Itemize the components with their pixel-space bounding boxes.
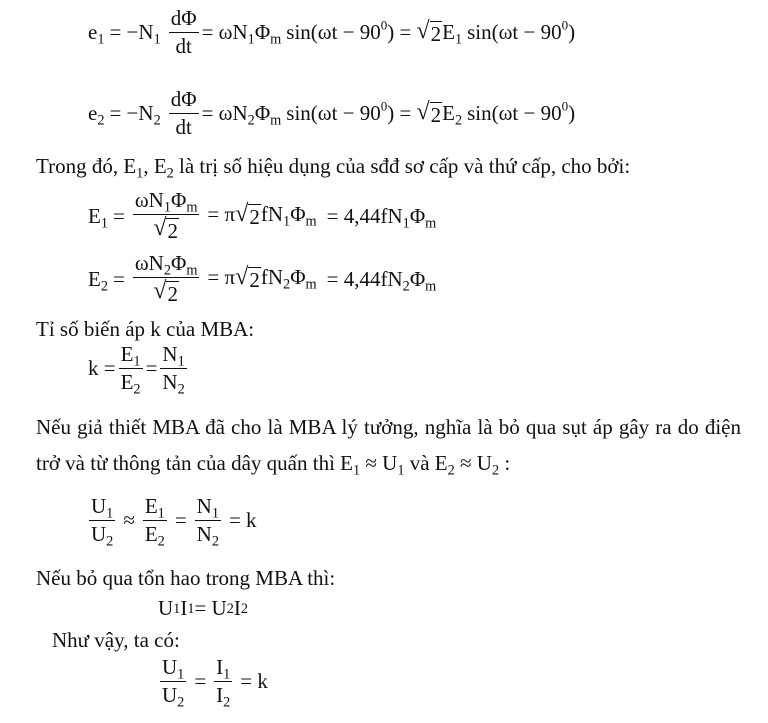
no-loss-text: Nếu bỏ qua tổn hao trong MBA thì: [36, 566, 336, 590]
equation-E1: $E_1$ = $\omega N_1\Phi_m$ √ 2 = π √ 2 $fN_1\Phi_m$ = $4,44fN_1\Phi_m$ [88, 188, 437, 243]
equation-final [157, 655, 273, 711]
final-fraction-I: $\frac{I_1}{I_2}$ [216, 655, 231, 711]
final-eq2: = k [240, 669, 268, 693]
final-fraction-U: $\frac{U_1}{U_2}$ [162, 655, 185, 711]
e1-derivative-fraction: $\frac{d\Phi}{dt}$ [170, 6, 197, 58]
thus-text: Như vậy, ta có: [52, 628, 180, 652]
ratio-approx: ≈ [123, 508, 135, 532]
e1-lhs: $e_1$ [88, 20, 105, 48]
equation-e1 [88, 6, 580, 59]
k-lhs: k = [88, 356, 116, 380]
e2-derivative-fraction: $\frac{d\Phi}{dt}$ [170, 87, 197, 139]
ratio-fraction-E: $\frac{E_1}{E_2}$ [144, 494, 165, 550]
E2-eq2: = π √ 2 $fN_2\Phi_m$ [207, 263, 317, 293]
equation-power: U 1 I 1 = U 2 I 2 [158, 596, 248, 620]
E2-eq3: = $4,44fN_2\Phi_m$ [326, 266, 437, 294]
e1-eq1: = $-N_1$ [109, 20, 161, 48]
ratio-eq1: = [174, 508, 187, 532]
E2-fraction: $\omega N_2\Phi_m$ √ 2 [134, 251, 198, 306]
e1-sin: $\sin(\omega t - 90^0)$ = [286, 17, 412, 44]
e2-eq1: = $-N_2$ [109, 101, 161, 129]
e2-rhs: $E_2$ [442, 101, 463, 129]
e2-sin: $\sin(\omega t - 90^0)$ = [286, 98, 412, 125]
ideal-transformer-paragraph: Nếu giả thiết MBA đã cho là MBA lý tưởng, nghĩa là bỏ qua sụt áp gây ra do điện trở và từ thông tản của dây quấn thì $E_1 \approx U_1$ và $E_2 \approx U_2$ : [36, 415, 741, 479]
e1-sin2: $\sin(\omega t - 90^0)$ [467, 17, 576, 44]
final-eq1: = [194, 669, 207, 693]
k-fraction-E: $\frac{E_1}{E_2}$ [120, 342, 141, 398]
equation-E2: $E_2$ = $\omega N_2\Phi_m$ √ 2 = π √ 2 $fN_2\Phi_m$ = $4,44fN_2\Phi_m$ [88, 251, 437, 306]
E1-fraction: $\omega N_1\Phi_m$ √ 2 [134, 188, 198, 243]
E2-lhs: $E_2$ [88, 266, 108, 294]
e2-sin2: $\sin(\omega t - 90^0)$ [467, 98, 576, 125]
ratio-fraction-N: $\frac{N_1}{N_2}$ [196, 494, 219, 550]
E1-lhs: $E_1$ [88, 203, 108, 231]
ratio-fraction-U: $\frac{U_1}{U_2}$ [91, 494, 114, 550]
k-ratio-title: Tỉ số biến áp k của MBA: [36, 317, 255, 341]
e1-mid: = $\omega N_1\Phi_m$ [201, 20, 282, 48]
equation-k [88, 342, 190, 398]
k-eq: = [145, 356, 158, 380]
ratio-eq2: = k [228, 508, 257, 532]
rms-intro-text: Trong đó, $E_1$, $E_2$ là trị số hiệu dụng của sđđ sơ cấp và thứ cấp, cho bởi: [36, 154, 631, 182]
equation-ratio [86, 494, 262, 550]
e2-sqrt: √ 2 [416, 97, 442, 127]
e2-lhs: $e_2$ [88, 101, 105, 129]
E1-eq2: = π √ 2 $fN_1\Phi_m$ [207, 200, 317, 230]
e1-rhs: $E_1$ [442, 20, 463, 48]
equation-e2 [88, 87, 580, 140]
k-fraction-N: $\frac{N_1}{N_2}$ [162, 342, 185, 398]
e1-sqrt: √ 2 [416, 16, 442, 46]
e2-mid: = $\omega N_2\Phi_m$ [201, 101, 282, 129]
E1-eq3: = $4,44fN_1\Phi_m$ [326, 203, 437, 231]
